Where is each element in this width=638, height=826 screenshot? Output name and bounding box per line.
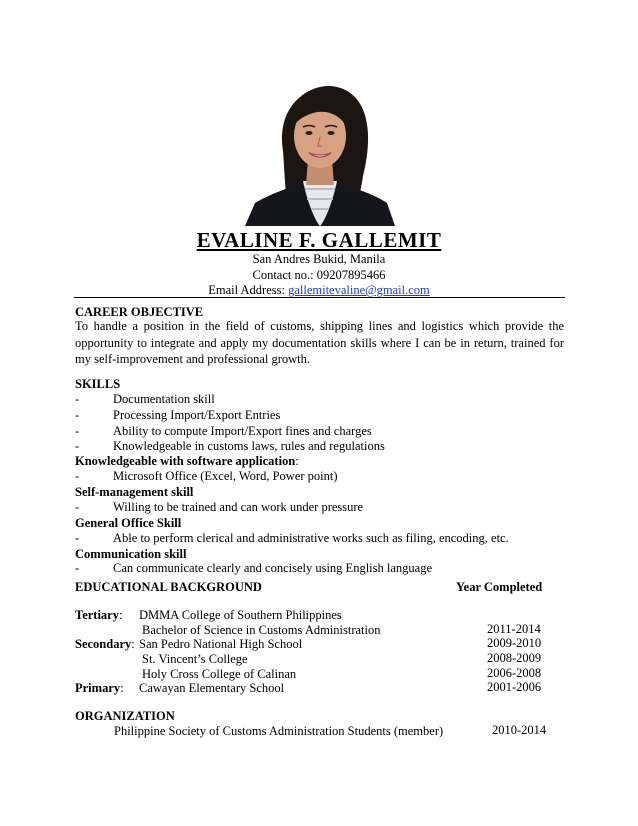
candidate-name: EVALINE F. GALLEMIT (196, 228, 442, 252)
bullet-dash: - (75, 469, 80, 483)
secondary-school: San Pedro National High School (139, 637, 303, 651)
email-link[interactable]: gallemitevaline@gmail.com (288, 283, 430, 297)
organization-heading: ORGANIZATION (75, 709, 175, 723)
bullet-dash: - (75, 439, 80, 453)
skill-item: Documentation skill (113, 392, 215, 406)
profile-photo (245, 81, 395, 226)
primary-school: Cawayan Elementary School (139, 681, 285, 695)
bullet-dash: - (75, 561, 80, 575)
organization-year: 2010-2014 (492, 723, 547, 737)
education-heading: EDUCATIONAL BACKGROUND (75, 580, 262, 594)
career-objective-text: To handle a position in the field of customs, shipping lines and logistics which provide the opportunity to integrate and apply my documentation skills where I can be in return, trained for my self-improvement and professional growth. (75, 319, 564, 366)
bullet-dash: - (75, 408, 80, 422)
secondary-year: 2006-2008 (487, 666, 542, 680)
self-management-heading: Self-management skill (75, 485, 194, 499)
address: San Andres Bukid, Manila (252, 252, 386, 266)
skill-item: Able to perform clerical and administrative works such as filing, encoding, etc. (113, 531, 509, 545)
skill-item: Willing to be trained and can work under pressure (113, 500, 364, 514)
bullet-dash: - (75, 392, 80, 406)
label-colon: : (131, 637, 135, 651)
year-completed-heading: Year Completed (456, 580, 543, 594)
bullet-dash: - (75, 500, 80, 514)
secondary-school: St. Vincent’s College (142, 652, 248, 666)
skills-heading: SKILLS (75, 377, 121, 391)
tertiary-course: Bachelor of Science in Customs Administration (142, 623, 381, 637)
software-heading: Knowledgeable with software application (75, 454, 296, 468)
secondary-label: Secondary (75, 637, 132, 651)
email-label: Email Address: (208, 283, 289, 297)
secondary-school: Holy Cross College of Calinan (142, 667, 297, 681)
skill-item: Processing Import/Export Entries (113, 408, 281, 422)
label-colon: : (118, 608, 123, 622)
tertiary-label: Tertiary (75, 608, 119, 622)
profile-photo-illustration (245, 81, 395, 226)
skill-item: Can communicate clearly and concisely using English language (113, 561, 433, 575)
software-colon: : (295, 454, 299, 468)
secondary-label-line (75, 636, 135, 652)
office-skill-heading: General Office Skill (75, 516, 182, 530)
label-colon: : (120, 681, 124, 695)
career-objective-heading: CAREER OBJECTIVE (75, 305, 204, 319)
tertiary-school: DMMA College of Southern Philippines (139, 608, 342, 622)
secondary-year: 2009-2010 (487, 636, 542, 650)
tertiary-year: 2011-2014 (487, 622, 541, 636)
organization-name: Philippine Society of Customs Administration Students (member) (114, 724, 444, 738)
bullet-dash: - (75, 424, 80, 438)
email-line (0, 283, 638, 298)
header-divider (74, 297, 565, 298)
software-heading-line (75, 453, 299, 469)
skill-item: Ability to compute Import/Export fines and charges (113, 424, 372, 438)
skill-item: Knowledgeable in customs laws, rules and regulations (113, 439, 385, 453)
secondary-year: 2008-2009 (487, 651, 542, 665)
primary-label: Primary (75, 681, 121, 695)
tertiary-label-line (75, 607, 122, 623)
contact-number: Contact no.: 09207895466 (252, 268, 386, 282)
communication-heading: Communication skill (75, 547, 187, 561)
primary-label-line (75, 680, 124, 696)
skill-item: Microsoft Office (Excel, Word, Power point) (113, 469, 338, 483)
primary-year: 2001-2006 (487, 680, 542, 694)
bullet-dash: - (75, 531, 80, 545)
